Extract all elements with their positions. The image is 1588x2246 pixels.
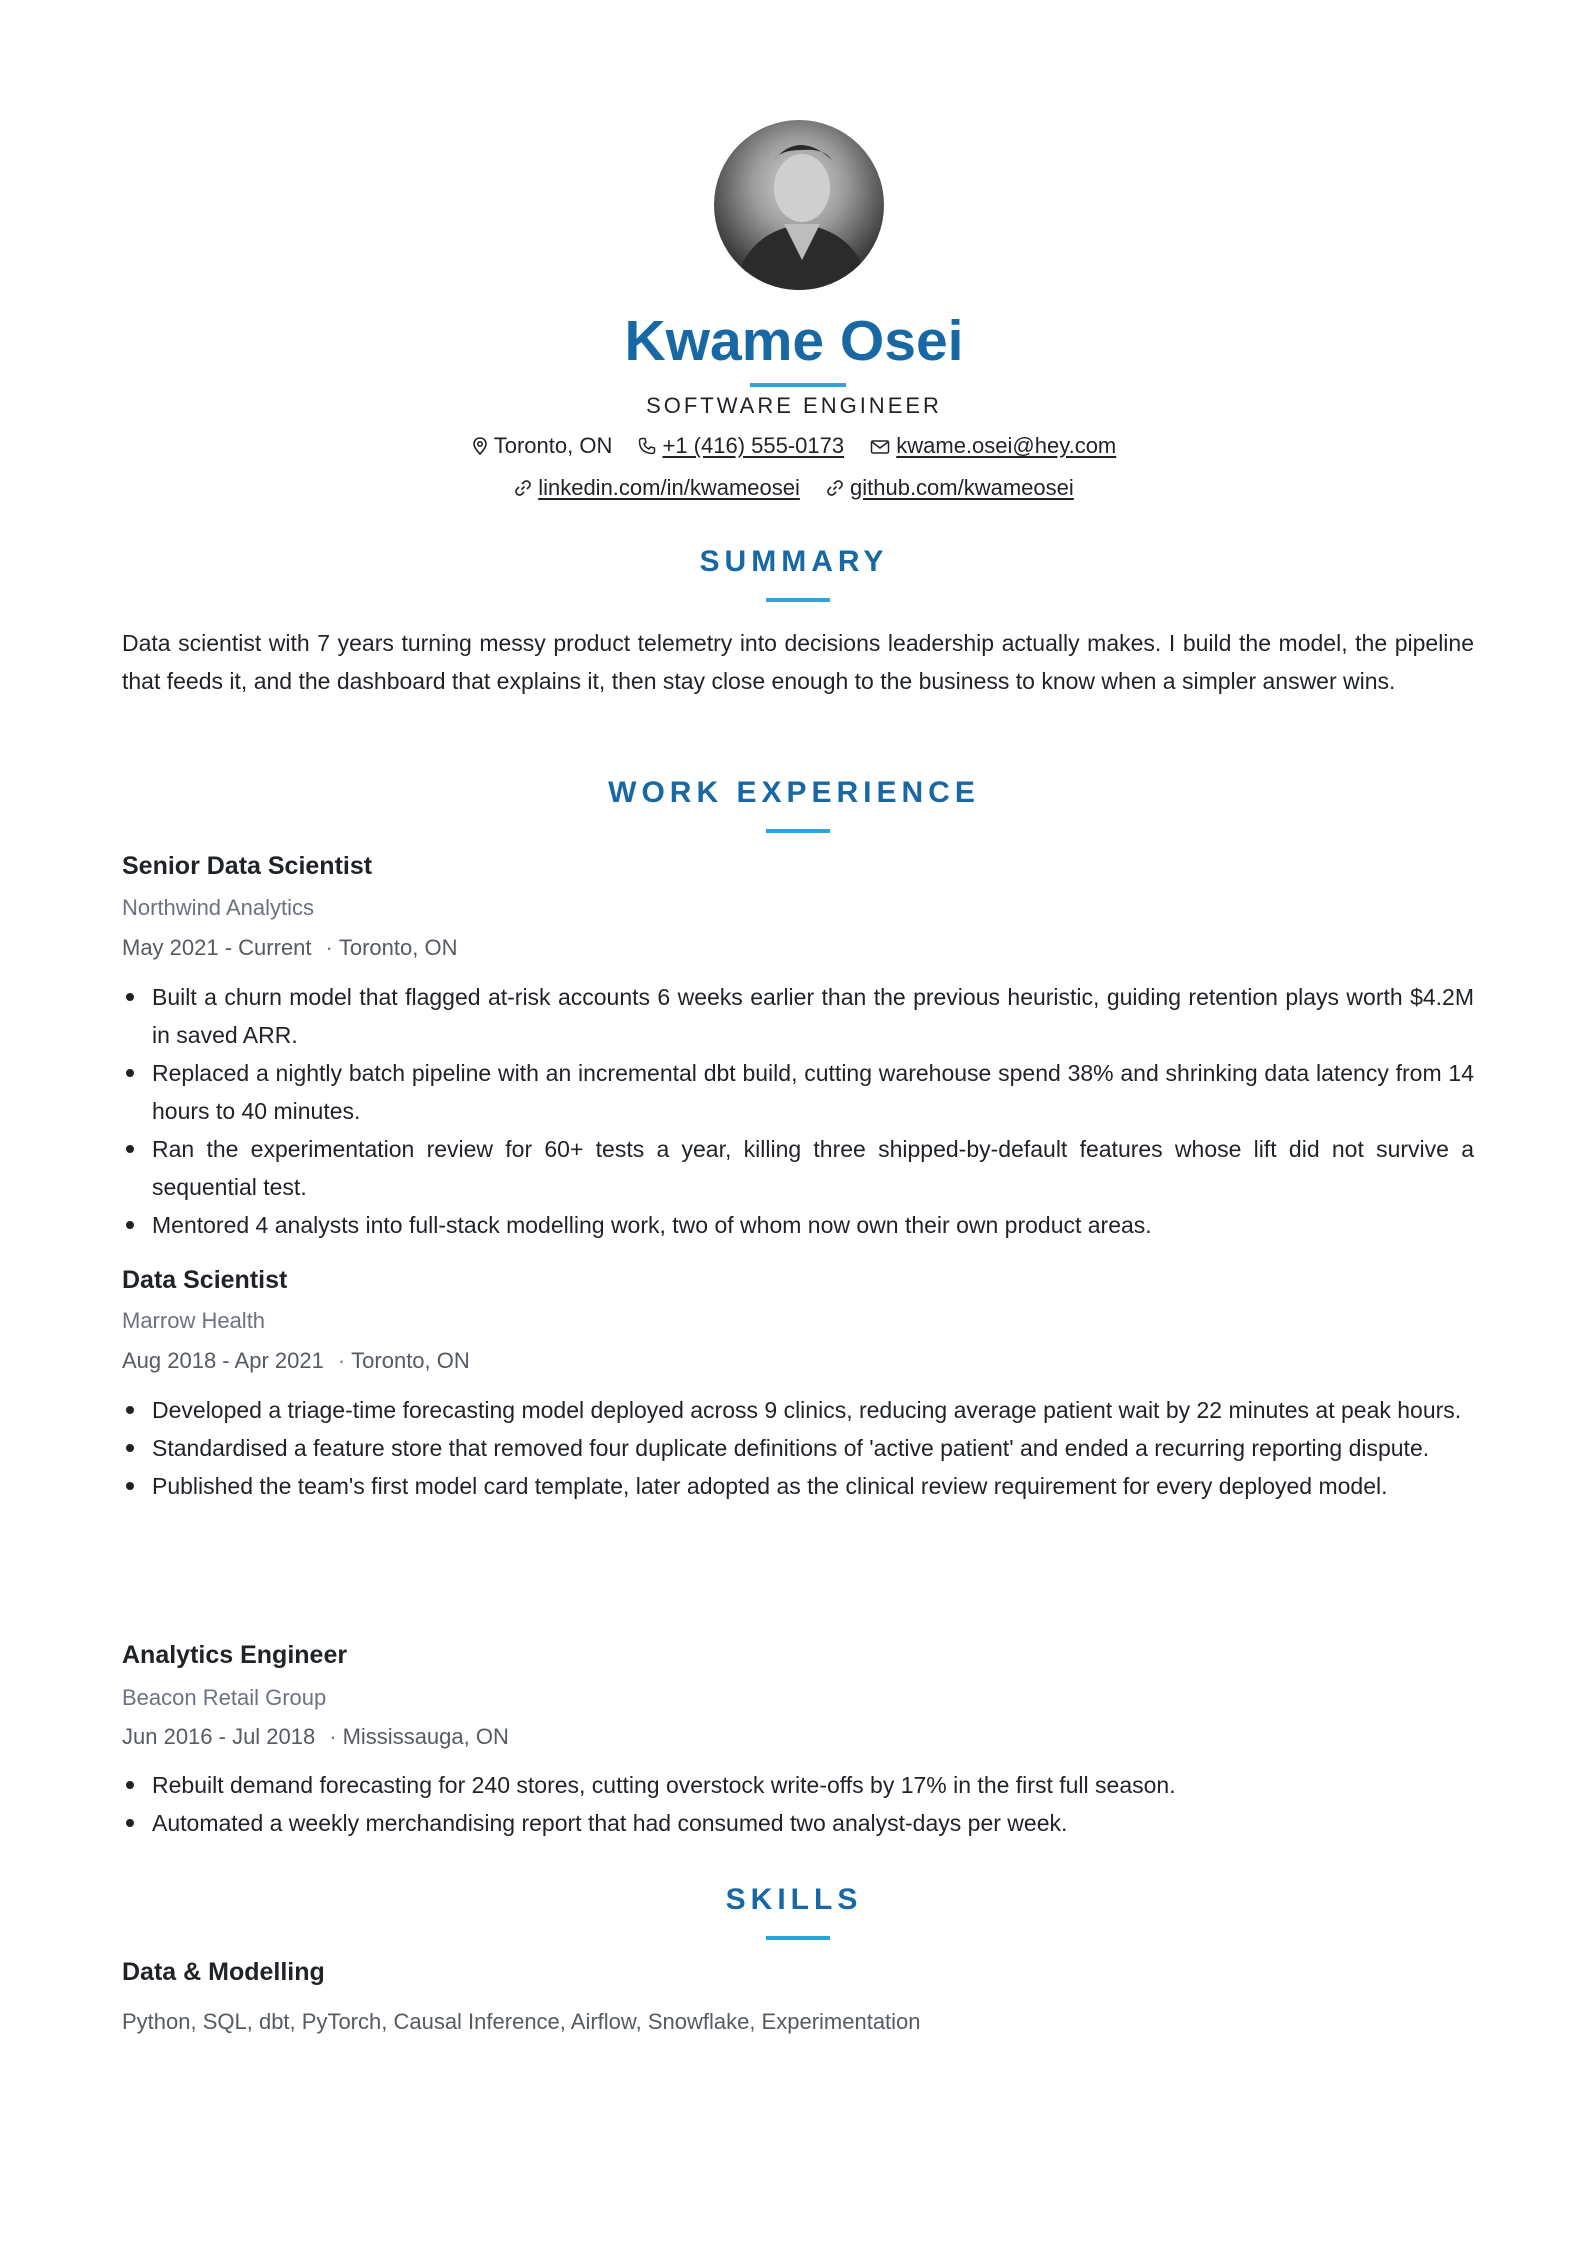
avatar — [714, 120, 884, 290]
summary-text: Data scientist with 7 years turning messy product telemetry into decisions leadership actually makes. I build the model, the pipeline that feeds it, and the dashboard that explains it, then stay close enough to the business to know when a simpler answer wins. — [122, 630, 1474, 694]
contact-line-primary — [0, 433, 1588, 459]
name-divider — [750, 383, 846, 387]
job-bullets — [122, 1391, 1474, 1505]
list-item: Rebuilt demand forecasting for 240 stores, cutting overstock write-offs by 17% in the first full season. — [122, 1766, 1474, 1804]
phone-icon — [638, 437, 656, 455]
envelope-icon — [870, 439, 890, 455]
link-chain-icon — [514, 479, 532, 497]
skills-heading: SKILLS — [725, 1883, 863, 1916]
job-bullets — [122, 978, 1474, 1244]
location-text: Toronto, ON — [493, 433, 613, 458]
job-location: Mississauga, ON — [342, 1724, 509, 1749]
job-meta — [122, 1724, 509, 1750]
contact-line-secondary — [0, 475, 1588, 501]
list-item: Standardised a feature store that removed four duplicate definitions of 'active patient' and ended a recurring reporting dispute. — [122, 1429, 1474, 1467]
job-title-heading: Analytics Engineer — [122, 1641, 348, 1669]
location-item — [472, 433, 613, 459]
list-item: Replaced a nightly batch pipeline with an incremental dbt build, cutting warehouse spend 38% and shrinking data latency from 14 hours to 40 minutes. — [122, 1054, 1474, 1130]
phone-item[interactable] — [638, 433, 844, 459]
separator-dot: · — [325, 935, 333, 960]
job-title: SOFTWARE ENGINEER — [646, 393, 942, 418]
list-item: Automated a weekly merchandising report that had consumed two analyst-days per week. — [122, 1804, 1474, 1842]
company-name: Marrow Health — [122, 1308, 266, 1333]
experience-heading: WORK EXPERIENCE — [608, 776, 980, 809]
list-item: Published the team's first model card template, later adopted as the clinical review requirement for every deployed model. — [122, 1467, 1474, 1505]
job-location: Toronto, ON — [351, 1348, 470, 1373]
linkedin-item[interactable] — [514, 475, 800, 501]
person-silhouette-icon — [714, 120, 884, 290]
skill-list: Python, SQL, dbt, PyTorch, Causal Inference, Airflow, Snowflake, Experimentation — [122, 2009, 921, 2034]
skill-category: Data & Modelling — [122, 1958, 325, 1986]
separator-dot: · — [329, 1724, 337, 1749]
link-chain-icon — [826, 479, 844, 497]
location-pin-icon — [472, 437, 488, 455]
job-bullets — [122, 1766, 1474, 1842]
job-meta — [122, 1348, 470, 1374]
list-item: Built a churn model that flagged at-risk accounts 6 weeks earlier than the previous heuristic, guiding retention plays worth $4.2M in saved ARR. — [122, 978, 1474, 1054]
job-meta — [122, 935, 457, 961]
email-link[interactable]: kwame.osei@hey.com — [896, 433, 1117, 458]
separator-dot: · — [337, 1348, 346, 1373]
list-item: Developed a triage-time forecasting model deployed across 9 clinics, reducing average patient wait by 22 minutes at peak hours. — [122, 1391, 1474, 1429]
summary-heading: SUMMARY — [699, 545, 889, 578]
list-item: Mentored 4 analysts into full-stack modelling work, two of whom now own their own product areas. — [122, 1206, 1474, 1244]
summary-divider — [766, 598, 830, 602]
list-item: Ran the experimentation review for 60+ tests a year, killing three shipped-by-default features whose lift did not survive a sequential test. — [122, 1130, 1474, 1206]
company-name: Beacon Retail Group — [122, 1685, 327, 1710]
job-title-heading: Senior Data Scientist — [122, 852, 373, 880]
candidate-name: Kwame Osei — [624, 309, 964, 373]
company-name: Northwind Analytics — [122, 895, 314, 920]
job-dates: Jun 2016 - Jul 2018 — [122, 1724, 316, 1749]
linkedin-link[interactable]: linkedin.com/in/kwameosei — [538, 475, 800, 500]
phone-link[interactable]: +1 (416) 555-0173 — [662, 433, 845, 458]
email-item[interactable] — [870, 433, 1116, 459]
experience-divider — [766, 829, 830, 833]
job-dates: Aug 2018 - Apr 2021 — [122, 1348, 324, 1373]
job-dates: May 2021 - Current — [122, 935, 312, 960]
job-title-heading: Data Scientist — [122, 1266, 288, 1294]
skills-divider — [766, 1936, 830, 1940]
job-location: Toronto, ON — [338, 935, 458, 960]
profile-photo — [714, 120, 884, 290]
github-link[interactable]: github.com/kwameosei — [850, 475, 1074, 500]
github-item[interactable] — [826, 475, 1074, 501]
